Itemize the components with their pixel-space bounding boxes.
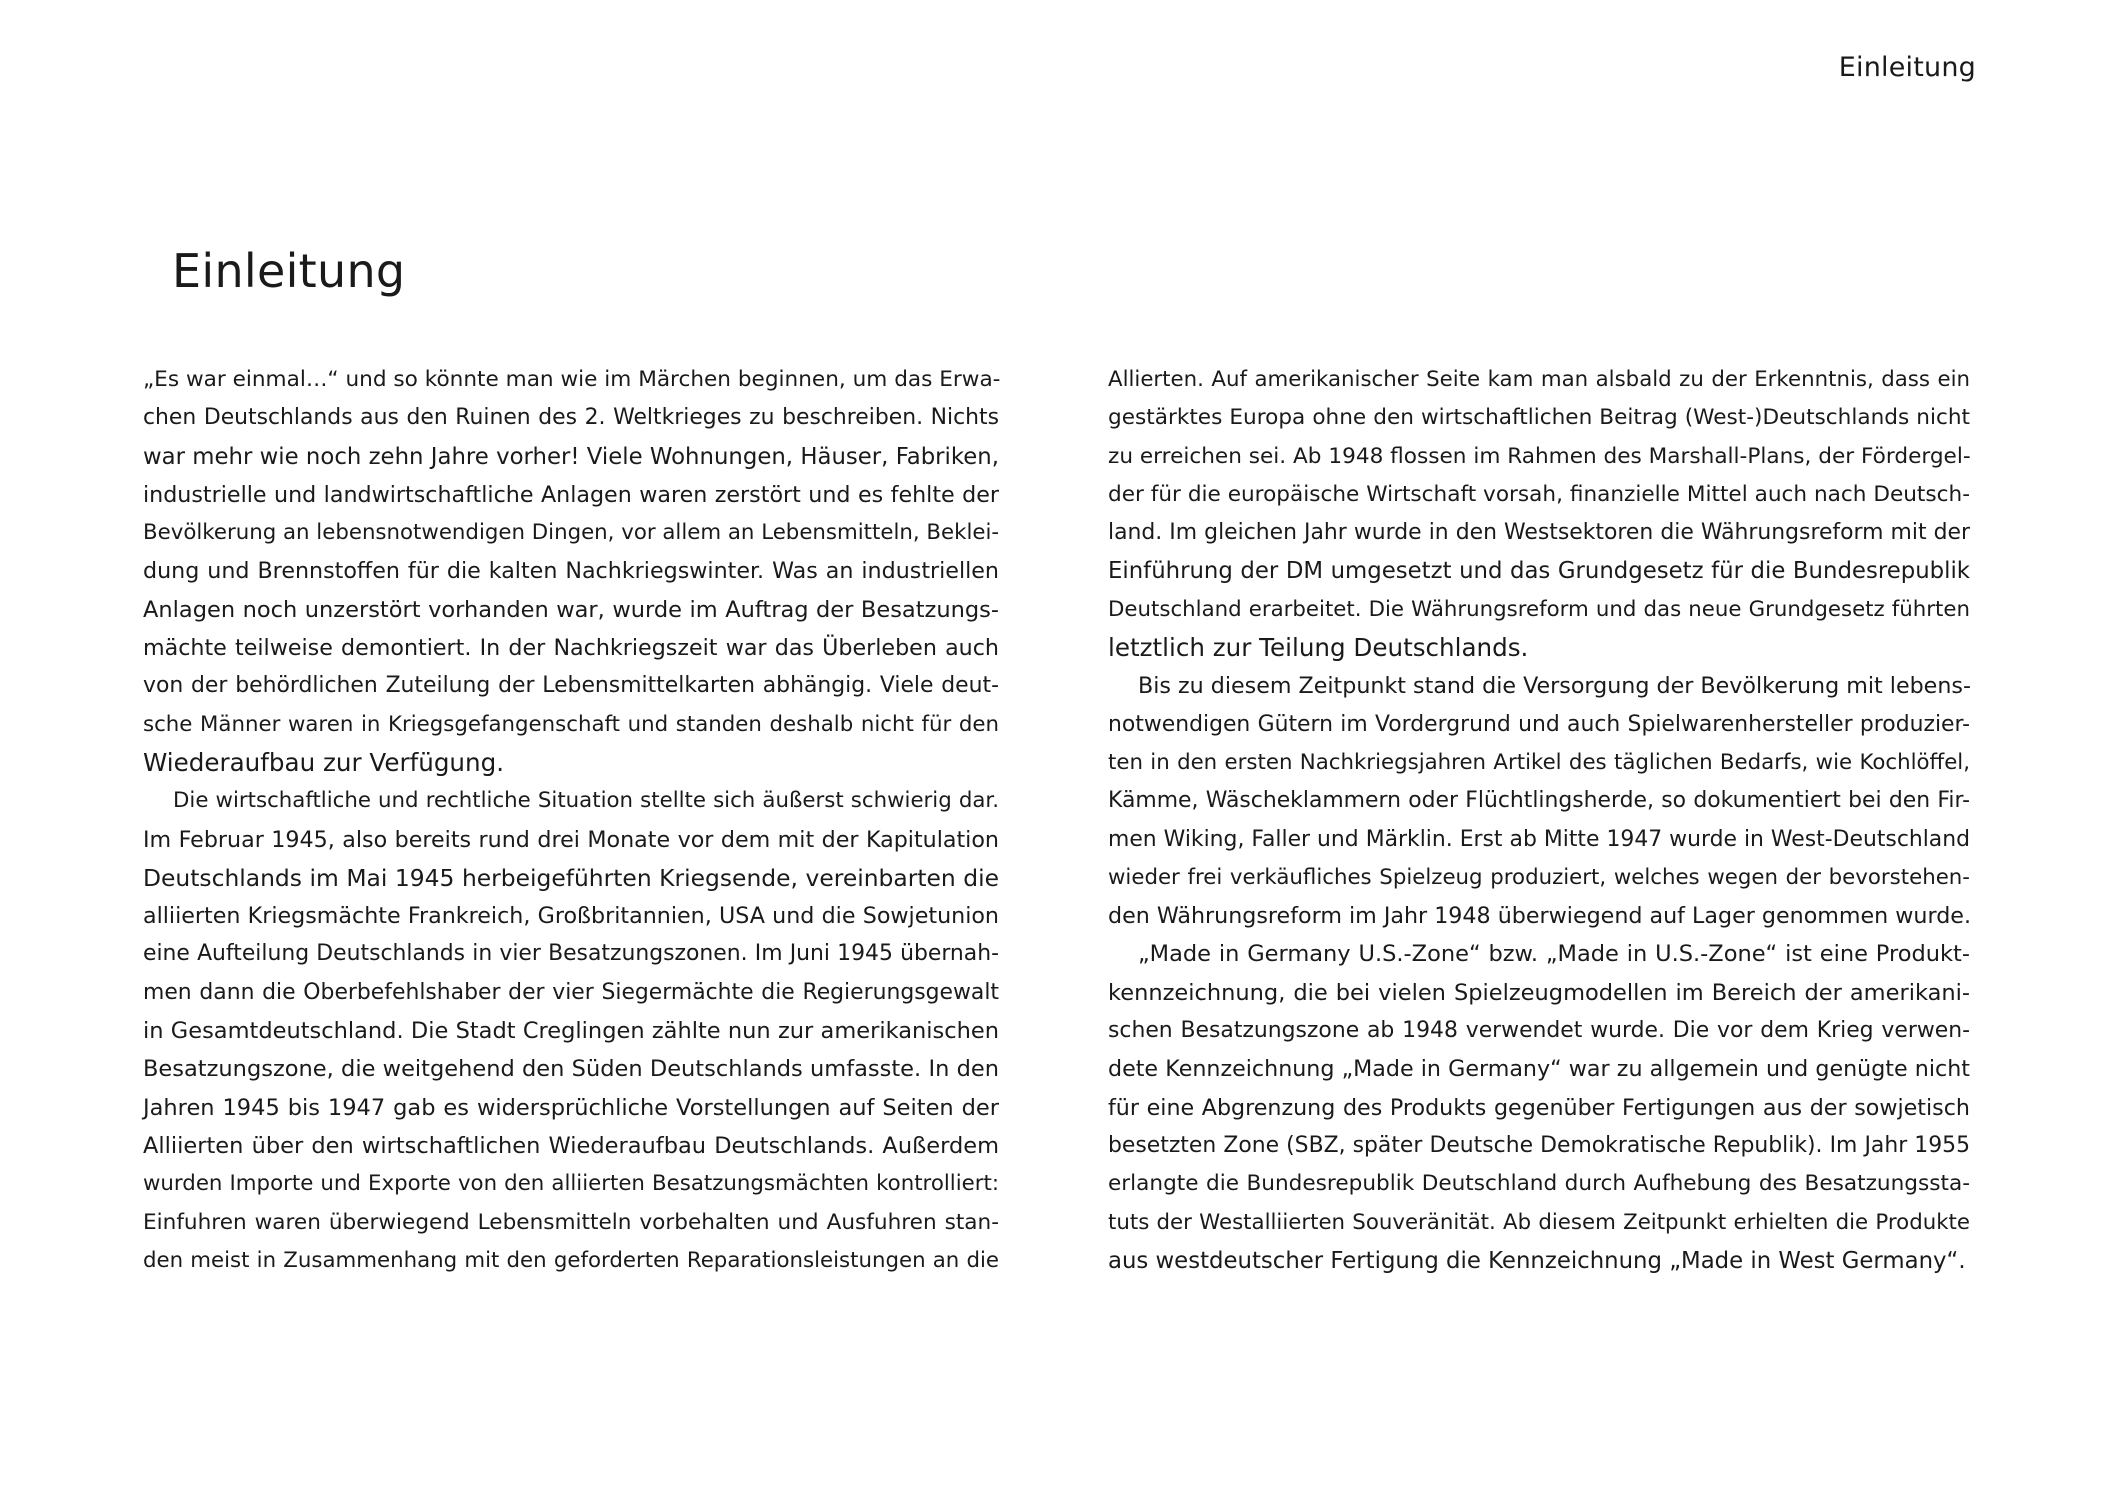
text-line: „Made in Germany U.S.-Zone“ bzw. „Made in U.S.-Zone“ ist eine Produkt- [1138, 941, 1970, 968]
text-line: dung und Brennstoffen für die kalten Nachkriegswinter. Was an industriellen [143, 558, 999, 585]
text-line: tuts der Westalliierten Souveränität. Ab diesem Zeitpunkt erhielten die Produkte [1108, 1209, 1970, 1235]
text-line: Besatzungszone, die weitgehend den Süden Deutschlands umfasste. In den [143, 1056, 999, 1083]
text-line: „Es war einmal…“ und so könnte man wie im Märchen beginnen, um das Erwa- [143, 367, 1001, 392]
text-line: wurden Importe und Exporte von den alliierten Besatzungsmächten kontrolliert: [143, 1171, 999, 1197]
text-line: Die wirtschaftliche und rechtliche Situation stellte sich äußerst schwierig dar. [173, 788, 999, 814]
text-line: zu erreichen sei. Ab 1948 flossen im Rahmen des Marshall-Plans, der Fördergel- [1108, 443, 1971, 469]
text-line: besetzten Zone (SBZ, später Deutsche Demokratische Republik). Im Jahr 1955 [1108, 1132, 1970, 1158]
text-line: Einfuhren waren überwiegend Lebensmitteln vorbehalten und Ausfuhren stan- [143, 1209, 999, 1235]
text-line: sche Männer waren in Kriegsgefangenschaft und standen deshalb nicht für den [143, 711, 999, 737]
text-column-left [143, 361, 999, 1280]
running-head: Einleitung [1838, 52, 1976, 83]
text-line: men dann die Oberbefehlshaber der vier Siegermächte die Regierungsgewalt [143, 979, 999, 1005]
text-line: Einführung der DM umgesetzt und das Grundgesetz für die Bundesrepublik [1108, 558, 1970, 585]
text-line: Bevölkerung an lebensnotwendigen Dingen, vor allem an Lebensmitteln, Beklei- [143, 520, 1000, 546]
text-line: Kämme, Wäscheklammern oder Flüchtlingsherde, so dokumentiert bei den Fir- [1108, 788, 1970, 814]
text-column-right [1108, 361, 1970, 1280]
text-line: Bis zu diesem Zeitpunkt stand die Versorgung der Bevölkerung mit lebens- [1138, 673, 1971, 700]
text-line: Alliierten über den wirtschaftlichen Wiederaufbau Deutschlands. Außerdem [143, 1132, 999, 1159]
text-line: letztlich zur Teilung Deutschlands. [1108, 633, 1529, 663]
text-line: aus westdeutscher Fertigung die Kennzeichnung „Made in West Germany“. [1108, 1247, 1966, 1274]
text-line: Wiederaufbau zur Verfügung. [143, 747, 505, 777]
text-line: dete Kennzeichnung „Made in Germany“ war zu allgemein und genügte nicht [1108, 1056, 1970, 1083]
text-line: Deutschlands im Mai 1945 herbeigeführten Kriegsende, vereinbarten die [143, 863, 999, 892]
text-line: land. Im gleichen Jahr wurde in den Westsektoren die Währungsreform mit der [1108, 520, 1970, 546]
text-line: notwendigen Gütern im Vordergrund und auch Spielwarenhersteller produzier- [1108, 711, 1970, 737]
text-line: der für die europäische Wirtschaft vorsah, finanzielle Mittel auch nach Deutsch- [1108, 481, 1970, 507]
text-line: den meist in Zusammenhang mit den geforderten Reparationsleistungen an die [143, 1247, 999, 1273]
text-line: kennzeichnung, die bei vielen Spielzeugmodellen im Bereich der amerikani- [1108, 979, 1970, 1006]
text-line: gestärktes Europa ohne den wirtschaftlichen Beitrag (West-)Deutschlands nicht [1108, 405, 1970, 431]
text-line: eine Aufteilung Deutschlands in vier Besatzungszonen. Im Juni 1945 übernah- [143, 941, 999, 967]
text-line: Anlagen noch unzerstört vorhanden war, wurde im Auftrag der Besatzungs- [143, 596, 999, 623]
text-line: chen Deutschlands aus den Ruinen des 2. Weltkrieges zu beschreiben. Nichts [143, 405, 999, 431]
chapter-title: Einleitung [172, 244, 406, 298]
text-line: erlangte die Bundesrepublik Deutschland durch Aufhebung des Besatzungssta- [1108, 1171, 1970, 1197]
text-line: men Wiking, Faller und Märklin. Erst ab Mitte 1947 wurde in West-Deutschland [1108, 826, 1970, 852]
text-line: von der behördlichen Zuteilung der Lebensmittelkarten abhängig. Viele deut- [143, 673, 999, 699]
text-line: wieder frei verkäufliches Spielzeug produziert, welches wegen der bevorstehen- [1108, 864, 1970, 890]
text-line: industrielle und landwirtschaftliche Anlagen waren zerstört und es fehlte der [143, 481, 999, 508]
text-line: Jahren 1945 bis 1947 gab es widersprüchliche Vorstellungen auf Seiten der [143, 1094, 999, 1121]
text-line: war mehr wie noch zehn Jahre vorher! Viele Wohnungen, Häuser, Fabriken, [143, 443, 999, 470]
text-line: mächte teilweise demontiert. In der Nachkriegszeit war das Überleben auch [143, 635, 999, 662]
text-line: Im Februar 1945, also bereits rund drei Monate vor dem mit der Kapitulation [143, 826, 999, 853]
text-line: Allierten. Auf amerikanischer Seite kam man alsbald zu der Erkenntnis, dass ein [1108, 367, 1970, 392]
text-line: für eine Abgrenzung des Produkts gegenüber Fertigungen aus der sowjetisch [1108, 1094, 1970, 1121]
text-line: den Währungsreform im Jahr 1948 überwiegend auf Lager genommen wurde. [1108, 903, 1972, 930]
text-line: Deutschland erarbeitet. Die Währungsreform und das neue Grundgesetz führten [1108, 596, 1970, 622]
text-line: schen Besatzungszone ab 1948 verwendet wurde. Die vor dem Krieg verwen- [1108, 1018, 1970, 1044]
text-line: alliierten Kriegsmächte Frankreich, Großbritannien, USA und die Sowjetunion [143, 903, 999, 930]
text-line: ten in den ersten Nachkriegsjahren Artikel des täglichen Bedarfs, wie Kochlöffel, [1108, 749, 1970, 775]
text-line: in Gesamtdeutschland. Die Stadt Creglingen zählte nun zur amerikanischen [143, 1018, 999, 1045]
